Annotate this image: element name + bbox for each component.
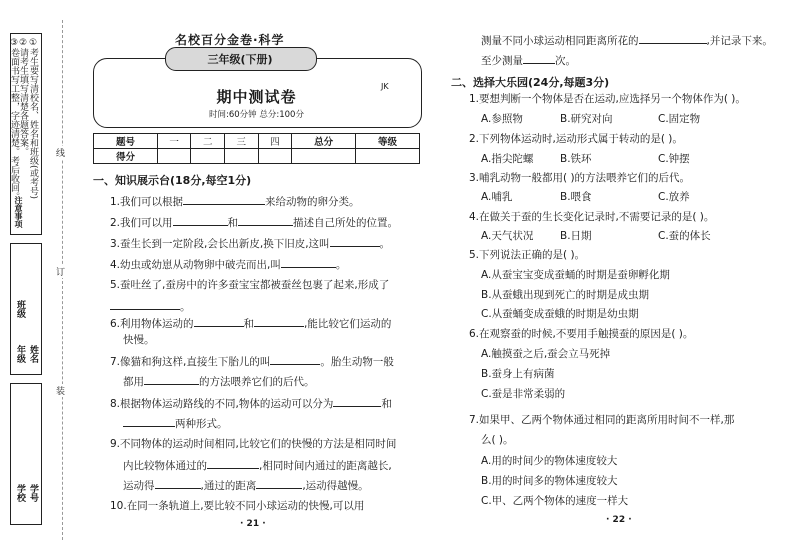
q2-3: 3.哺乳动物一般都用( )的方法喂养它们的后代。	[469, 172, 691, 184]
q-text: 。	[335, 259, 347, 271]
q-text: 。胎生动物一般	[320, 356, 394, 368]
q-text: 1.我们可以根据	[110, 196, 184, 208]
q2-7: 7.如果甲、乙两个物体通过相同的距离所用时间不一样,那	[469, 414, 735, 426]
answer-blank[interactable]	[207, 458, 259, 469]
q2-2-opt-b[interactable]: B.铁环	[560, 153, 592, 165]
answer-blank[interactable]	[238, 215, 293, 226]
q-text: 和	[243, 318, 255, 330]
info-box-bottom	[10, 383, 42, 525]
q1-3	[110, 236, 390, 251]
q-text: 。	[379, 238, 391, 250]
score-cell[interactable]	[191, 149, 225, 164]
page-number-left: · 21 ·	[240, 519, 266, 529]
score-table-row	[94, 149, 420, 164]
binding-mark-line: 线	[56, 146, 65, 159]
q-text: 的方法喂养它们的后代。	[199, 376, 315, 388]
q1-8-cont	[123, 416, 228, 431]
field-class: 班级	[15, 300, 25, 318]
q2-7-opt-a[interactable]: A.用的时间少的物体速度较大	[481, 455, 618, 467]
q-text: 8.根据物体运动路线的不同,物体的运动可以分为	[110, 398, 334, 410]
q2-2-opt-a[interactable]: A.指尖陀螺	[481, 153, 534, 165]
edition-mark: JK	[381, 82, 389, 91]
q-text: ,相同时间内通过的距离越长,	[259, 460, 392, 472]
q-text: 9.不同物体的运动时间相同,比较它们的快慢的方法是相同时间	[110, 438, 397, 450]
score-col: 三	[225, 134, 259, 149]
q1-4	[110, 257, 346, 272]
q1-2	[110, 215, 398, 230]
grade-label: 三年级(下册)	[207, 53, 273, 66]
answer-blank[interactable]	[144, 374, 199, 385]
q2-2: 2.下列物体运动时,运动形式属于转动的是( )。	[469, 133, 683, 145]
q2-7-opt-c[interactable]: C.甲、乙两个物体的速度一样大	[481, 495, 629, 507]
answer-blank[interactable]	[330, 236, 380, 247]
answer-blank[interactable]	[270, 354, 320, 365]
q2-4: 4.在做关于蚕的生长变化记录时,不需要记录的是( )。	[469, 211, 715, 223]
answer-blank[interactable]	[254, 316, 304, 327]
q-text: 运动得	[123, 480, 155, 492]
score-row-label: 得分	[94, 149, 158, 164]
score-cell[interactable]	[157, 149, 191, 164]
q1-7-cont	[123, 374, 315, 389]
q1-9-cont2	[123, 478, 369, 493]
q2-1-opt-a[interactable]: A.参照物	[481, 113, 523, 125]
q2-5: 5.下列说法正确的是( )。	[469, 249, 586, 261]
q2-5-opt-c[interactable]: C.从蚕蛹变成蚕蛾的时期是幼虫期	[481, 308, 639, 320]
q1-6-cont	[123, 333, 155, 347]
answer-blank[interactable]	[110, 299, 180, 310]
exam-title: 期中测试卷	[216, 88, 297, 106]
score-col: 四	[258, 134, 292, 149]
q-text: 6.利用物体运动的	[110, 318, 194, 330]
q1-8	[110, 396, 392, 411]
answer-blank[interactable]	[155, 478, 201, 489]
binding-mark-install: 装	[56, 384, 65, 397]
field-school: 学校	[15, 484, 25, 502]
section1-title: 一、知识展示台(18分,每空1分)	[93, 174, 252, 187]
score-cell[interactable]	[225, 149, 259, 164]
q1-5	[110, 278, 389, 292]
series-title: 名校百分金卷·科学	[175, 33, 285, 47]
q2-1-opt-c[interactable]: C.固定物	[658, 113, 701, 125]
q-text: 测量不同小球运动相同距离所花的	[481, 35, 639, 47]
q1-6	[110, 316, 391, 331]
score-table	[93, 133, 420, 164]
q2-6-opt-b[interactable]: B.蚕身上有病菌	[481, 368, 555, 380]
q-text: 内比较物体通过的	[123, 460, 207, 472]
q-text: 5.蚕吐丝了,蚕房中的许多蚕宝宝都被蚕丝包裹了起来,形成了	[110, 279, 390, 291]
score-col: 等级	[356, 134, 420, 149]
score-col: 二	[191, 134, 225, 149]
field-number: 学号	[28, 484, 38, 502]
q2-6-opt-c[interactable]: C.蚕是非常柔弱的	[481, 388, 566, 400]
q2-4-opt-b[interactable]: B.日期	[560, 230, 592, 242]
exam-info: 时间:60分钟 总分:100分	[209, 110, 304, 120]
q-text: 和	[381, 398, 392, 410]
answer-blank[interactable]	[256, 478, 302, 489]
binding-mark-order: 订	[56, 265, 65, 278]
page-number-right: · 22 ·	[606, 515, 632, 525]
q1-10	[110, 499, 364, 513]
section2-title: 二、选择大乐园(24分,每题3分)	[451, 76, 610, 89]
q2-6-opt-a[interactable]: A.触摸蚕之后,蚕会立马死掉	[481, 348, 611, 360]
score-col: 题号	[94, 134, 158, 149]
q2-2-opt-c[interactable]: C.钟摆	[658, 153, 690, 165]
q-text: 至少测量	[481, 55, 523, 67]
answer-blank[interactable]	[183, 194, 265, 205]
score-cell[interactable]	[356, 149, 420, 164]
q-text: 都用	[123, 376, 144, 388]
q-text: ,能比较它们运动的	[304, 318, 392, 330]
q-text: 10.在同一条轨道上,要比较不同小球运动的快慢,可以用	[110, 500, 365, 512]
q1-10-cont2	[481, 53, 576, 68]
field-grade: 年级	[15, 345, 25, 363]
q-text: 描述自己所处的位置。	[293, 217, 399, 229]
q2-3-opt-b[interactable]: B.喂食	[560, 191, 592, 203]
answer-blank[interactable]	[333, 396, 381, 407]
q1-5-cont	[110, 299, 191, 314]
q2-7-opt-b[interactable]: B.用的时间多的物体速度较大	[481, 475, 618, 487]
q-text: 两种形式。	[175, 418, 228, 430]
q2-4-opt-a[interactable]: A.天气状况	[481, 230, 534, 242]
q-text: 。	[180, 301, 191, 313]
q1-1	[110, 194, 360, 209]
answer-blank[interactable]	[123, 416, 175, 427]
q-text: 4.幼虫或幼崽从动物卵中破壳而出,叫	[110, 259, 281, 271]
q2-7-cont: 么( )。	[481, 434, 514, 446]
q1-7	[110, 354, 394, 369]
score-cell[interactable]	[292, 149, 356, 164]
score-table-header	[94, 134, 420, 149]
q2-1: 1.要想判断一个物体是否在运动,应选择另一个物体作为( )。	[469, 93, 746, 105]
notes-label: 注意事项	[14, 196, 23, 228]
q1-9	[110, 437, 396, 451]
q-text: 次。	[555, 55, 576, 67]
answer-blank[interactable]	[281, 257, 336, 268]
score-col: 总分	[292, 134, 356, 149]
answer-blank[interactable]	[639, 33, 707, 44]
q-text: 和	[227, 217, 239, 229]
field-name: 姓名	[28, 345, 38, 363]
note-1: ①考生要写清校名、姓名和班级(或考号)	[28, 38, 38, 200]
note-2: ②请考生填写清楚各题答案。	[18, 38, 28, 156]
answer-blank[interactable]	[194, 316, 244, 327]
q1-9-cont1	[123, 458, 392, 473]
q-text: 2.我们可以用	[110, 217, 173, 229]
q2-3-opt-a[interactable]: A.哺乳	[481, 191, 513, 203]
q-text: ,通过的距离	[200, 480, 257, 492]
q2-5-opt-a[interactable]: A.从蚕宝宝变成蚕蛹的时期是蚕卵孵化期	[481, 269, 670, 281]
q2-5-opt-b[interactable]: B.从蚕蛾出现到死亡的时期是成虫期	[481, 289, 650, 301]
q2-4-opt-c[interactable]: C.蚕的体长	[658, 230, 711, 242]
q2-1-opt-b[interactable]: B.研究对向	[560, 113, 613, 125]
answer-blank[interactable]	[523, 53, 555, 64]
q-text: 7.像猫和狗这样,直接生下胎儿的叫	[110, 356, 271, 368]
binding-line	[62, 20, 63, 540]
score-cell[interactable]	[258, 149, 292, 164]
q2-3-opt-c[interactable]: C.放养	[658, 191, 690, 203]
q2-6: 6.在观察蚕的时候,不要用手触摸蚕的原因是( )。	[469, 328, 694, 340]
q-text: 快慢。	[123, 334, 155, 346]
q-text: ,运动得越慢。	[302, 480, 369, 492]
q-text: ,并记录下来。	[706, 35, 773, 47]
score-col: 一	[157, 134, 191, 149]
q-text: 3.蚕生长到一定阶段,会长出新皮,换下旧皮,这叫	[110, 238, 330, 250]
note-3: ③卷面书写工整，字迹清楚。考后收回。	[9, 38, 19, 201]
answer-blank[interactable]	[173, 215, 228, 226]
q1-10-cont1	[481, 33, 773, 48]
q-text: 来给动物的卵分类。	[265, 196, 360, 208]
